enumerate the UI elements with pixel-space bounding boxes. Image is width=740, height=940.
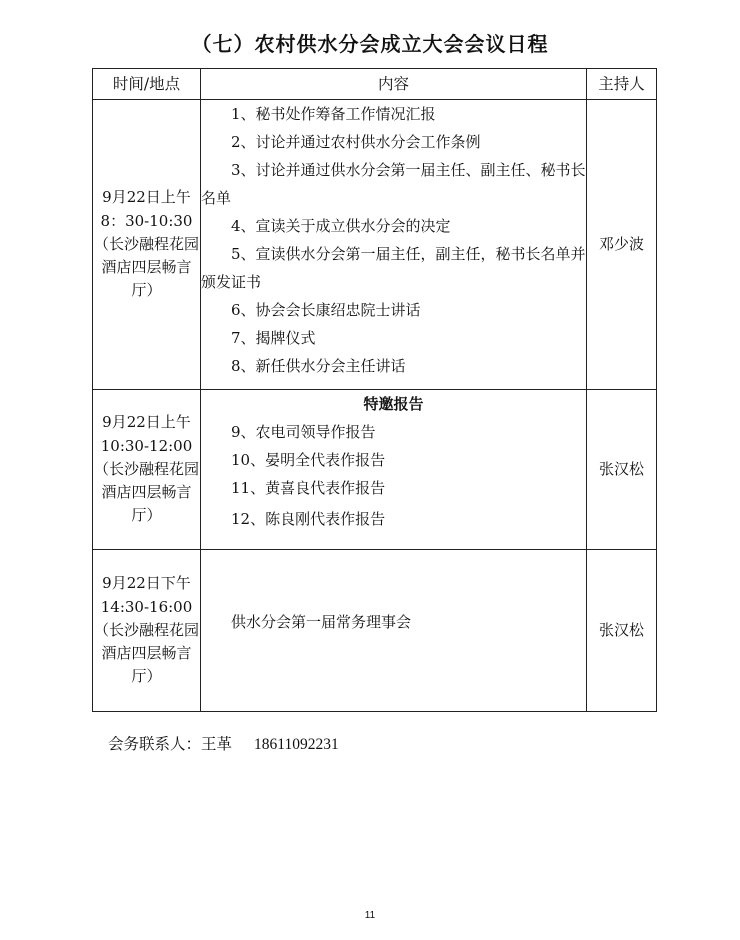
table-row — [93, 550, 657, 712]
list-item: 6、协会会长康绍忠院士讲话 — [231, 301, 421, 319]
list-item: 11、黄喜良代表作报告 — [231, 479, 386, 497]
session-2-time: 9月22日上午10:30-12:00（长沙融程花园酒店四层畅言厅） — [93, 390, 201, 550]
session-2-host: 张汉松 — [587, 390, 657, 550]
list-item: 8、新任供水分会主任讲话 — [231, 357, 406, 375]
list-item: 2、讨论并通过农村供水分会工作条例 — [231, 133, 481, 151]
list-item: 10、晏明全代表作报告 — [231, 451, 386, 469]
session-3-host: 张汉松 — [587, 550, 657, 712]
header-host: 主持人 — [587, 69, 657, 100]
list-item: 1、秘书处作筹备工作情况汇报 — [231, 105, 436, 123]
list-item: 供水分会第一届常务理事会 — [231, 612, 412, 631]
special-report-title: 特邀报告 — [363, 395, 424, 413]
list-item: 5、宣读供水分会第一届主任，副主任，秘书长名单并颁发证书 — [201, 245, 586, 291]
page-number: 11 — [364, 910, 376, 921]
table-header-row — [93, 69, 657, 100]
list-item: 3、讨论并通过供水分会第一届主任、副主任、秘书长名单 — [201, 161, 586, 207]
schedule-table — [92, 68, 657, 712]
session-3-content — [201, 550, 587, 712]
contact-phone: 18611092231 — [254, 736, 339, 753]
session-2-content — [201, 390, 587, 550]
list-item: 9、农电司领导作报告 — [231, 423, 376, 441]
list-item: 4、宣读关于成立供水分会的决定 — [231, 217, 451, 235]
header-time: 时间/地点 — [93, 69, 201, 100]
session-1-content — [201, 100, 587, 390]
list-item: 12、陈良刚代表作报告 — [231, 510, 386, 528]
contact-label: 会务联系人：王革 — [108, 735, 233, 753]
page-title: （七）农村供水分会成立大会会议日程 — [191, 32, 549, 56]
list-item: 7、揭牌仪式 — [231, 329, 316, 347]
session-1-time: 9月22日上午8：30-10:30（长沙融程花园酒店四层畅言厅） — [93, 100, 201, 390]
header-content: 内容 — [201, 69, 587, 100]
session-1-host: 邓少波 — [587, 100, 657, 390]
table-row — [93, 100, 657, 390]
session-3-time: 9月22日下午14:30-16:00（长沙融程花园酒店四层畅言厅） — [93, 550, 201, 712]
table-row — [93, 390, 657, 550]
contact-info — [108, 732, 339, 754]
